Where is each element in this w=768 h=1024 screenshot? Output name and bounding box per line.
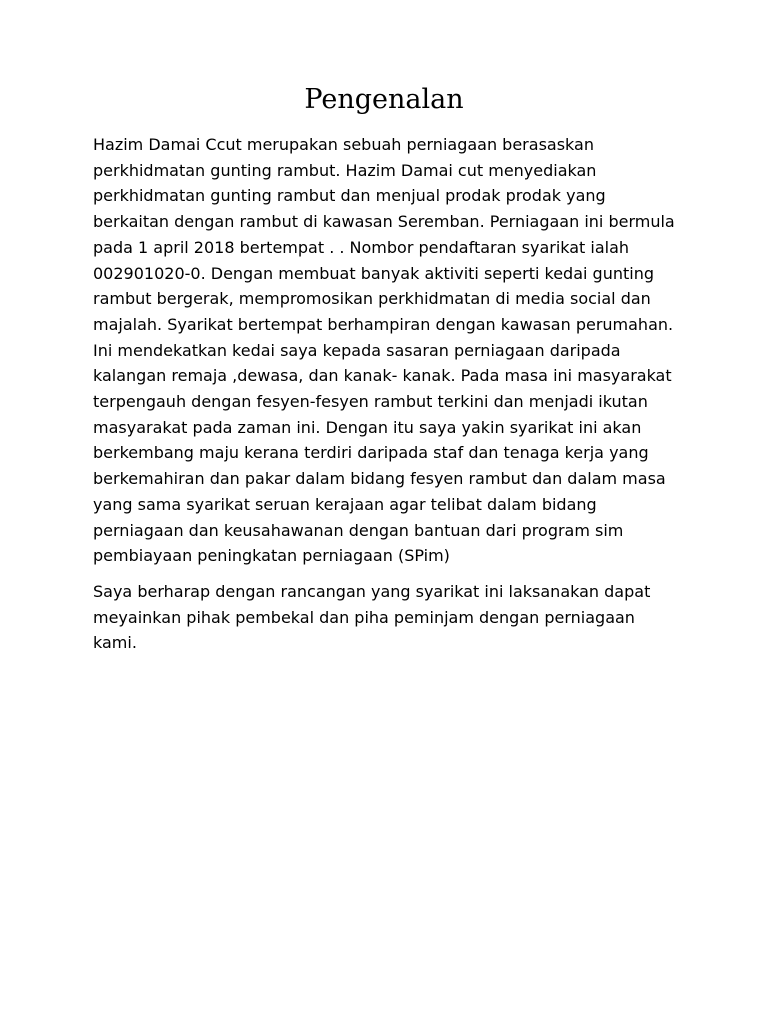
paragraph-introduction: Hazim Damai Ccut merupakan sebuah perniagaan berasaskan perkhidmatan gunting rambut. Hazim Damai cut menyediakan perkhidmatan gunting rambut dan menjual prodak prodak yang berkaitan dengan rambut di kawasan Seremban. Perniagaan ini bermula pada 1 april 2018 bertempat . . Nombor pendaftaran syarikat ialah 002901020-0. Dengan membuat banyak aktiviti seperti kedai gunting rambut bergerak, mempromosikan perkhidmatan di media social dan majalah. Syarikat bertempat berhampiran dengan kawasan perumahan. Ini mendekatkan kedai saya kepada sasaran perniagaan daripada kalangan remaja ,dewasa, dan kanak- kanak. Pada masa ini masyarakat terpengauh dengan fesyen-fesyen rambut terkini dan menjadi ikutan masyarakat pada zaman ini. Dengan itu saya yakin syarikat ini akan berkembang maju kerana terdiri daripada staf dan tenaga kerja yang berkemahiran dan pakar dalam bidang fesyen rambut dan dalam masa yang sama syarikat seruan kerajaan agar telibat dalam bidang perniagaan dan keusahawanan dengan bantuan dari program sim pembiayaan peningkatan perniagaan (SPim) <box>93 135 675 566</box>
document-title: Pengenalan <box>304 84 464 115</box>
paragraph-closing: Saya berharap dengan rancangan yang syarikat ini laksanakan dapat meyainkan pihak pembekal dan piha peminjam dengan perniagaan kami. <box>93 581 651 653</box>
document-body <box>93 132 683 666</box>
